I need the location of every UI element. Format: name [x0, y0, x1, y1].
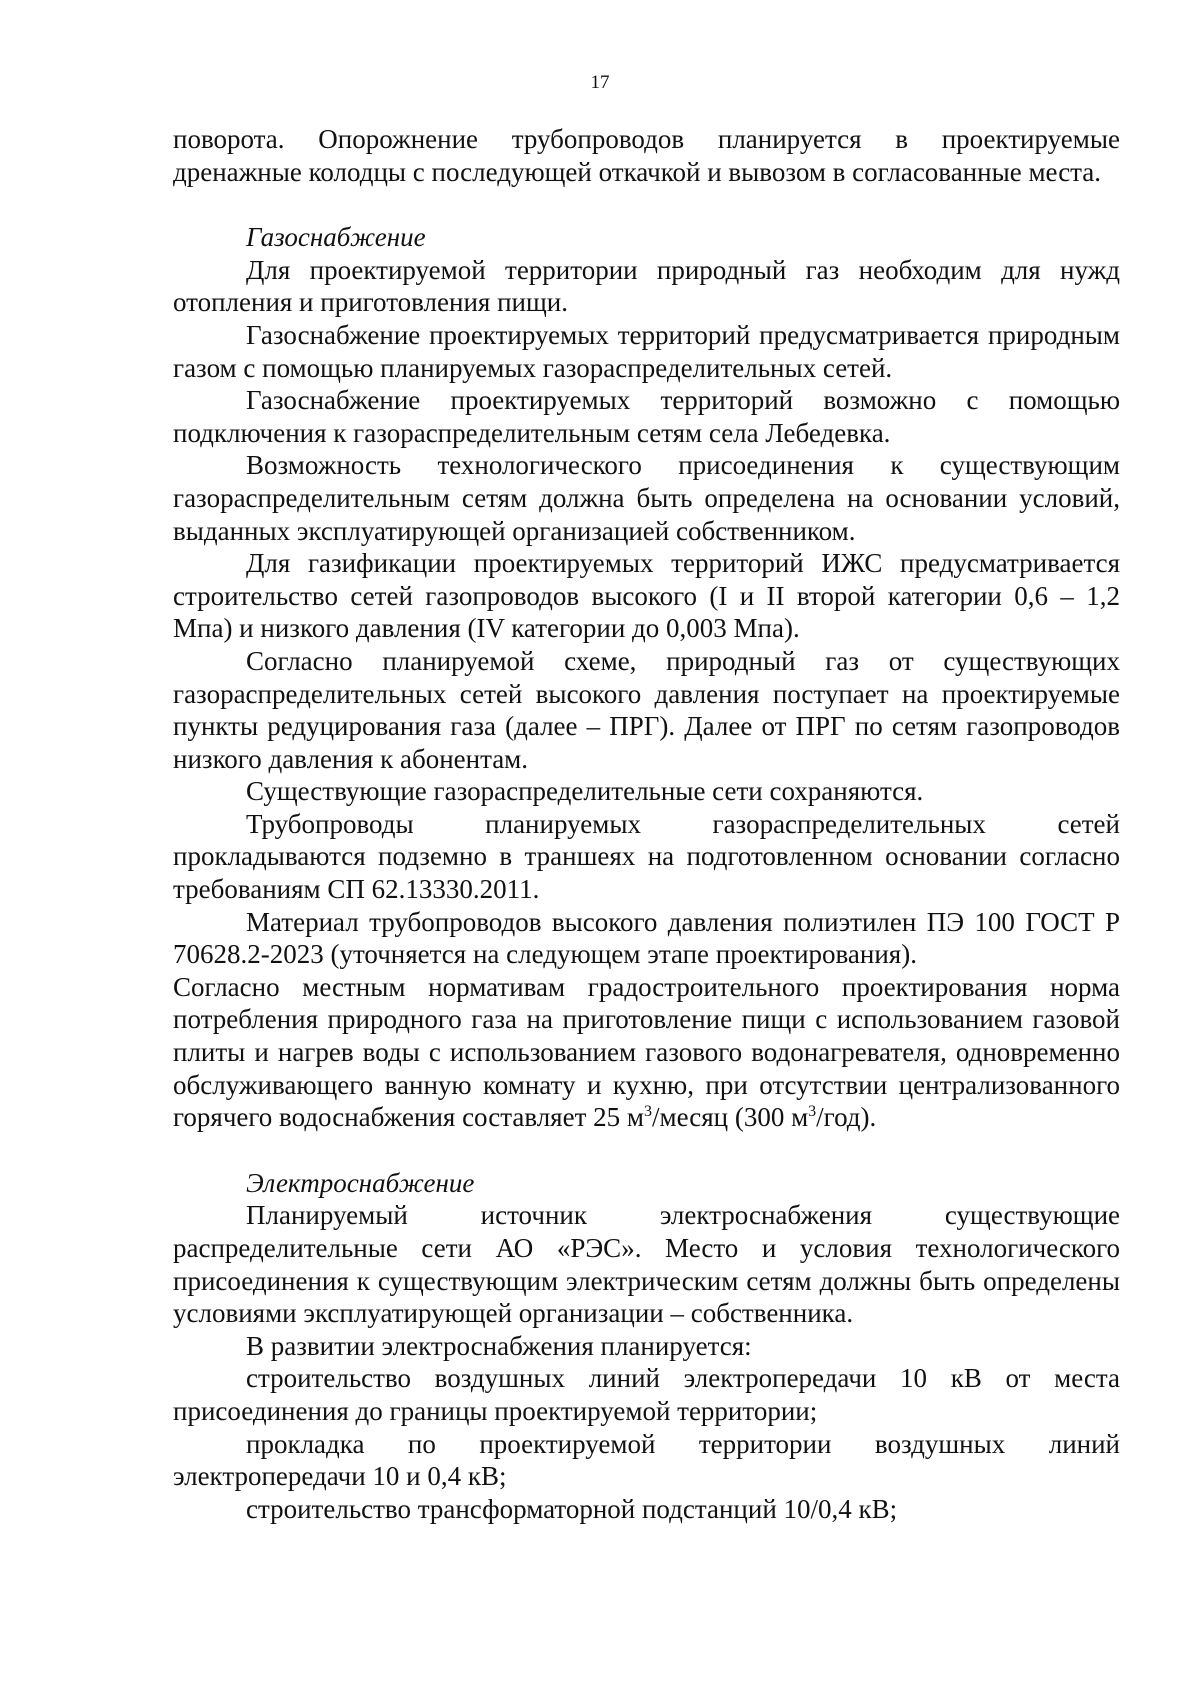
document-body: [173, 123, 1120, 1525]
paragraph: Газоснабжение проектируемых территорий предусматривается природным газом с помощью планируемых газораспределительных сетей.: [173, 319, 1120, 383]
paragraph: Возможность технологического присоединения к существующим газораспределительным сетям должна быть определена на основании условий, выданных эксплуатирующей организацией собственником.: [173, 450, 1120, 546]
superscript: 3: [643, 1103, 652, 1121]
superscript: 3: [808, 1103, 817, 1121]
paragraph: Трубопроводы планируемых газораспределительных сетей прокладываются подземно в траншеях на подготовленном основании согласно требованиям СП 62.13330.2011.: [173, 808, 1120, 905]
page-number: 17: [590, 72, 610, 93]
text-run: /год).: [816, 1102, 877, 1133]
paragraph-gas-norm: [173, 971, 1120, 1134]
paragraph: Для проектируемой территории природный газ необходим для нужд отопления и приготовления пищи.: [173, 254, 1120, 318]
list-item: прокладка по проектируемой территории воздушных линий электропередачи 10 и 0,4 кВ;: [173, 1428, 1120, 1492]
spacer: [173, 188, 1120, 221]
section-heading-gas: Газоснабжение: [246, 222, 426, 253]
list-item: строительство трансформаторной подстанций 10/0,4 кВ;: [246, 1493, 898, 1524]
paragraph-intro: поворота. Опорожнение трубопроводов планируется в проектируемые дренажные колодцы с последующей откачкой и вывозом в согласованные места.: [173, 124, 1120, 187]
section-heading-power: Электроснабжение: [246, 1167, 475, 1198]
paragraph: Согласно планируемой схеме, природный газ от существующих газораспределительных сетей высокого давления поступает на проектируемые пункты редуцирования газа (далее – ПРГ). Далее от ПРГ по сетям газопроводов низкого давления к абонентам.: [173, 645, 1120, 774]
list-item: строительство воздушных линий электропередачи 10 кВ от места присоединения до границы проектируемой территории;: [173, 1363, 1120, 1426]
paragraph: В развитии электроснабжения планируется:: [246, 1330, 752, 1361]
text-run: /месяц (300 м: [651, 1102, 809, 1133]
paragraph: Планируемый источник электроснабжения существующие распределительные сети АО «РЭС». Место и условия технологического присоединения к существующим электрическим сетям должны быть определены условиями эксплуатирующей организации – собственника.: [173, 1200, 1120, 1329]
paragraph: Существующие газораспределительные сети сохраняются.: [246, 776, 924, 807]
paragraph: Газоснабжение проектируемых территорий возможно с помощью подключения к газораспределительным сетям села Лебедевка.: [173, 385, 1120, 448]
spacer: [173, 1134, 1120, 1167]
paragraph: Для газификации проектируемых территорий ИЖС предусматривается строительство сетей газопроводов высокого (I и II второй категории 0,6 – 1,2 Мпа) и низкого давления (IV категории до 0,003 Мпа).: [173, 548, 1120, 644]
paragraph: Материал трубопроводов высокого давления полиэтилен ПЭ 100 ГОСТ Р 70628.2-2023 (уточняется на следующем этапе проектирования).: [173, 906, 1120, 970]
text-run: Согласно местным нормативам градостроительного проектирования норма потребления природного газа на приготовление пищи с использованием газовой плиты и нагрев воды с использованием газового водонагревателя, одновременно обслуживающего ванную комнату и кухню, при отсутствии централизованного горячего водоснабжения составляет 25 м: [173, 971, 1120, 1133]
